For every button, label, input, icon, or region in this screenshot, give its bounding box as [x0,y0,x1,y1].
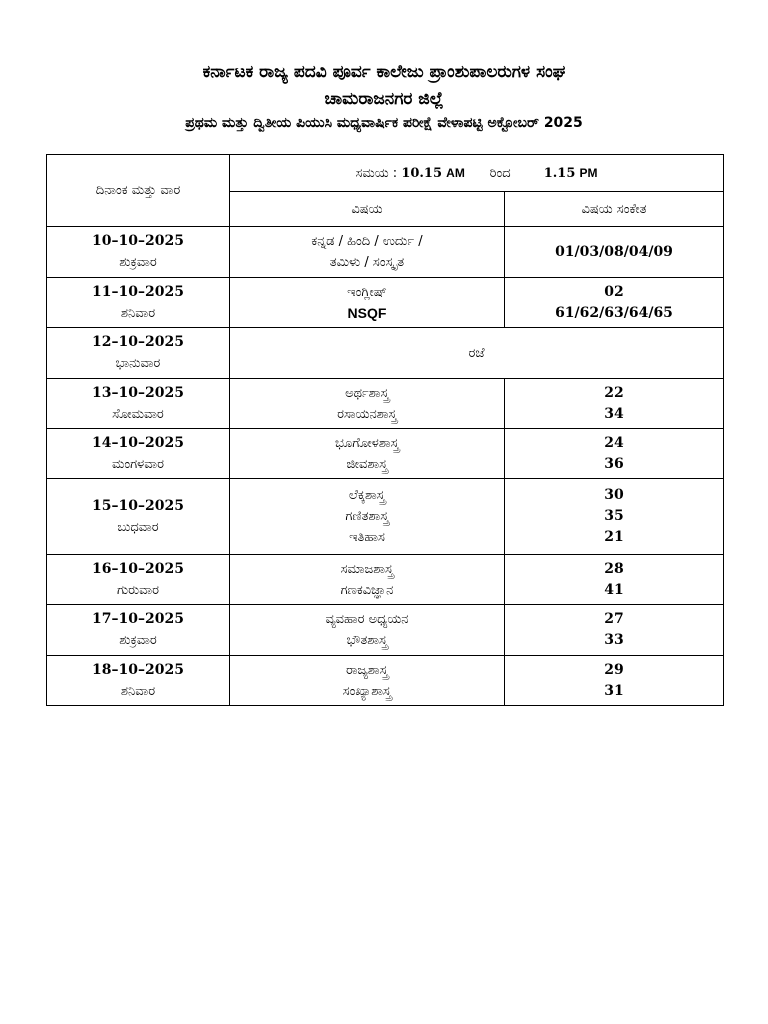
subject-cell [230,227,505,278]
exam-date: 11–10–2025 [92,283,184,300]
table-row [47,555,724,605]
subject-cell [230,555,505,605]
table-row [47,656,724,706]
subject-code-cell [505,479,724,555]
date-day-cell [47,227,230,278]
exam-day: ಶುಕ್ರವಾರ [119,633,157,648]
table-row [47,479,724,555]
subject-cell [230,379,505,429]
time-label: ಸಮಯ : [355,165,398,181]
exam-date: 18–10–2025 [92,661,184,678]
subject-code-header: ವಿಷಯ ಸಂಕೇತ [505,192,724,227]
subject-name: ಅರ್ಥಶಾಸ್ತ್ರ [345,385,389,401]
subject-code: 27 [604,611,624,627]
exam-day: ಮಂಗಳವಾರ [111,456,165,472]
exam-date: 14–10–2025 [92,434,184,451]
subject-code-cell [505,555,724,605]
subject-code-cell [505,227,724,278]
subject-cell [230,479,505,555]
subject-code: 22 [604,384,624,401]
subject-name: ಜೀವಶಾಸ್ತ್ರ [346,456,388,472]
date-day-cell [47,555,230,605]
subject-header: ವಿಷಯ [230,192,505,227]
subject-code-cell [505,656,724,706]
date-day-cell [47,605,230,656]
exam-timetable [46,154,724,706]
subject-name: ಗಣಕವಿಜ್ಞಾನ [340,582,394,598]
subject-name: ಭೌತಶಾಸ್ತ್ರ [346,633,388,648]
subject-code: 02 [604,283,624,300]
table-row [47,429,724,479]
subject-code-cell [505,429,724,479]
table-row [47,278,724,328]
exam-date: 15–10–2025 [92,497,184,514]
subject-cell [230,605,505,656]
date-day-cell [47,479,230,555]
subject-name: ಭೂಗೋಳಶಾಸ್ತ್ರ [335,435,399,451]
holiday-cell: ರಜೆ [230,328,724,379]
subject-cell [230,429,505,479]
start-time-ampm: AM [446,165,465,180]
date-day-cell [47,278,230,328]
subject-name: ಗಣಿತಶಾಸ್ತ್ರ [345,509,389,524]
subject-cell [230,656,505,706]
date-day-cell [47,656,230,706]
date-day-cell [47,328,230,379]
subject-code-cell [505,278,724,328]
subject-name: ಇಂಗ್ಲೀಷ್ [347,284,387,300]
exam-time-header [230,155,724,192]
date-day-header: ದಿನಾಂಕ ಮತ್ತು ವಾರ [47,155,230,227]
subject-name: ಕನ್ನಡ / ಹಿಂದಿ / ಉರ್ದು / [311,234,423,249]
subject-code: 36 [604,455,624,472]
exam-date: 17–10–2025 [92,611,184,627]
exam-day: ಭಾನುವಾರ [115,356,161,371]
end-time: 1.15 [543,165,576,181]
subject-code: 35 [604,508,624,524]
exam-day: ಶನಿವಾರ [120,683,156,699]
subject-name: ಸಮಾಜಶಾಸ್ತ್ರ [340,561,394,577]
exam-timetable-title: ಪ್ರಥಮ ಮತ್ತು ದ್ವಿತೀಯ ಪಿಯುಸಿ ಮಧ್ಯವಾರ್ಷಿಕ ಪರೀಕ್ಷೆ ವೇಳಾಪಟ್ಟಿ ಅಕ್ಟೋಬರ್ 2025 [185,115,583,131]
subject-name: ಲೆಕ್ಕಶಾಸ್ತ್ರ [348,488,386,503]
end-time-ampm: PM [579,165,598,180]
exam-day: ಸೋಮವಾರ [112,406,164,422]
subject-name: ವ್ಯವಹಾರ ಅಧ್ಯಯನ [325,612,409,627]
subject-code-cell [505,605,724,656]
subject-name: ಇತಿಹಾಸ [349,530,385,545]
subject-code: 34 [604,405,624,422]
subject-name: ಸಂಖ್ಯಾಶಾಸ್ತ್ರ [342,683,392,699]
table-row [47,605,724,656]
subject-code: 28 [604,560,624,577]
subject-cell [230,278,505,328]
exam-date: 13–10–2025 [92,384,184,401]
exam-date: 16–10–2025 [92,560,184,577]
subject-code: 41 [604,581,624,598]
subject-code: 21 [604,529,624,545]
start-time: 10.15 [401,165,443,181]
district-title: ಚಾಮರಾಜನಗರ ಜಿಲ್ಲೆ [324,89,444,109]
exam-date: 10–10–2025 [92,233,184,249]
subject-code: 29 [604,661,624,678]
table-row [47,379,724,429]
date-day-cell [47,429,230,479]
table-row [47,328,724,379]
subject-code: 31 [604,682,624,699]
subject-code-cell [505,379,724,429]
subject-code: 01/03/08/04/09 [555,243,673,260]
subject-code: 61/62/63/64/65 [555,304,673,321]
exam-date: 12–10–2025 [92,334,184,350]
exam-day: ಬುಧವಾರ [117,519,159,535]
subject-code: 30 [604,487,624,503]
subject-name: NSQF [347,304,387,321]
subject-code: 33 [604,632,624,648]
subject-name: ರಸಾಯನಶಾಸ್ತ್ರ [337,406,397,422]
subject-code: 24 [604,434,624,451]
time-connector: ರಿಂದ [489,165,511,181]
table-row [47,227,724,278]
exam-day: ಗುರುವಾರ [117,582,159,598]
association-title: ಕರ್ನಾಟಕ ರಾಜ್ಯ ಪದವಿ ಪೂರ್ವ ಕಾಲೇಜು ಪ್ರಾಂಶುಪಾಲರುಗಳ ಸಂಘ [202,62,566,82]
subject-name: ತಮಿಳು / ಸಂಸ್ಕೃತ [329,255,405,270]
subject-name: ರಾಜ್ಯಶಾಸ್ತ್ರ [345,662,389,678]
exam-day: ಶನಿವಾರ [120,305,156,321]
exam-day: ಶುಕ್ರವಾರ [119,255,157,270]
date-day-cell [47,379,230,429]
